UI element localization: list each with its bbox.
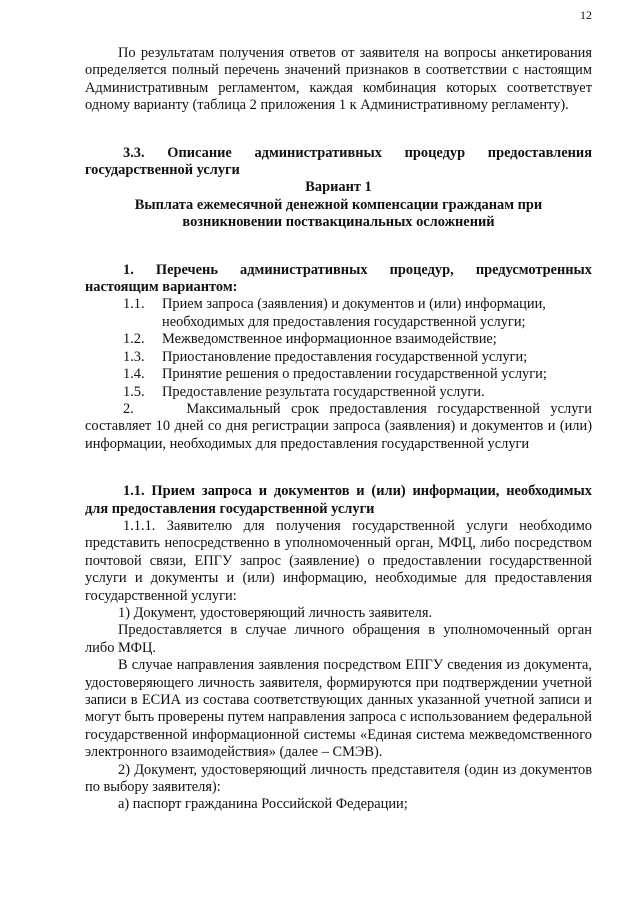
procedure-item	[85, 349, 592, 366]
body-paragraph: а) паспорт гражданина Российской Федерации;	[118, 796, 408, 813]
procedure-number: 1.1.	[123, 296, 145, 313]
procedure-number: 1.3.	[123, 348, 145, 365]
procedure-number: 1.4.	[123, 366, 145, 383]
subsection-heading: 1.1. Прием запроса и документов и (или) информации, необходимых для предоставления государственной услуги	[85, 483, 592, 517]
section-heading: 3.3. Описание административных процедур предоставления государственной услуги	[85, 144, 592, 179]
page-number: 12	[580, 8, 592, 22]
intro-paragraph: По результатам получения ответов от заявителя на вопросы анкетирования определяется полный перечень значений признаков в соответствии с настоящим Административным регламентом, каждая комбинация которых соответствует одному варианту (таблица 2 приложения 1 к Административному регламенту).	[85, 45, 592, 114]
procedure-text: Предоставление результата государственной услуги.	[162, 383, 485, 400]
body-paragraph: 1.1.1. Заявителю для получения государственной услуги необходимо представить непосредственно в уполномоченный орган, МФЦ, либо посредством почтовой связи, ЕПГУ запрос (заявление) о предоставлении государственной услуги и документы и (или) информацию, необходимые для предоставления государственной услуги:	[85, 517, 592, 604]
procedure-item	[85, 296, 592, 331]
body-paragraph: Предоставляется в случае личного обращения в уполномоченный орган либо МФЦ.	[85, 622, 592, 656]
procedure-number: 1.2.	[123, 331, 145, 348]
max-term-number: 2.	[123, 400, 134, 417]
variant-subtitle: Выплата ежемесячной денежной компенсации гражданам при возникновении поствакцинальных осложнений	[134, 196, 543, 231]
procedure-text: Приостановление предоставления государственной услуги;	[162, 348, 528, 365]
max-term-text: Максимальный срок предоставления государственной услуги составляет 10 дней со дня регистрации запроса (заявления) и документов и (или) информации, необходимых для предоставления государственной услуги	[85, 400, 592, 452]
procedure-item	[85, 366, 592, 383]
body-paragraph: 1) Документ, удостоверяющий личность заявителя.	[118, 604, 433, 621]
procedure-item	[85, 384, 592, 401]
variant-title: Вариант 1	[305, 179, 372, 196]
procedure-text: Прием запроса (заявления) и документов и (или) информации, необходимых для предоставления государственной услуги;	[162, 296, 546, 330]
max-term-paragraph	[85, 401, 592, 453]
page-content	[85, 45, 592, 814]
procedure-item	[85, 331, 592, 348]
procedure-text: Межведомственное информационное взаимодействие;	[162, 331, 497, 348]
body-paragraph: 2) Документ, удостоверяющий личность представителя (один из документов по выбору заявителя):	[85, 761, 592, 796]
procedure-number: 1.5.	[123, 383, 145, 400]
body-paragraph: В случае направления заявления посредством ЕПГУ сведения из документа, удостоверяющего личность заявителя, формируются при подтверждении учетной записи в ЕСИА из состава соответствующих данных указанной учетной записи и могут быть проверены путем направления запроса с использованием федеральной государственной информационной системы «Единая система межведомственного электронного взаимодействия» (далее – СМЭВ).	[85, 657, 592, 761]
procedure-text: Принятие решения о предоставлении государственной услуги;	[162, 366, 547, 383]
procedures-list-heading: 1. Перечень административных процедур, предусмотренных настоящим вариантом:	[85, 261, 592, 296]
